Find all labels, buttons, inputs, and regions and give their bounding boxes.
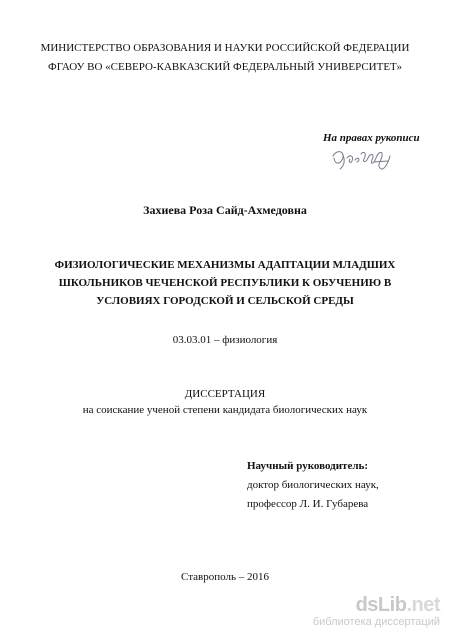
- degree-purpose: на соискание ученой степени кандидата биологических наук: [82, 404, 368, 416]
- title-line-2: ШКОЛЬНИКОВ ЧЕЧЕНСКОЙ РЕСПУБЛИКИ К ОБУЧЕНИЮ В: [58, 277, 392, 289]
- dslib-watermark: [313, 594, 440, 629]
- manuscript-rights-label: На правах рукописи: [323, 132, 420, 144]
- city-year: Ставрополь – 2016: [181, 571, 269, 583]
- title-line-3: УСЛОВИЯХ ГОРОДСКОЙ И СЕЛЬСКОЙ СРЕДЫ: [96, 295, 354, 307]
- supervisor-name: профессор Л. И. Губарева: [247, 498, 369, 510]
- specialty-code: 03.03.01 – физиология: [172, 334, 278, 346]
- supervisor-label: Научный руководитель:: [247, 460, 368, 472]
- dissertation-heading: ДИССЕРТАЦИЯ: [184, 388, 266, 400]
- watermark-logo-part2: .net: [406, 594, 440, 616]
- watermark-subtitle: библиотека диссертаций: [312, 616, 440, 628]
- supervisor-degree: доктор биологических наук,: [247, 479, 379, 491]
- university-heading: ФГАОУ ВО «СЕВЕРО-КАВКАЗСКИЙ ФЕДЕРАЛЬНЫЙ УНИВЕРСИТЕТ»: [48, 61, 402, 73]
- watermark-logo: [313, 594, 440, 616]
- ministry-heading: МИНИСТЕРСТВО ОБРАЗОВАНИЯ И НАУКИ РОССИЙСКОЙ ФЕДЕРАЦИИ: [40, 42, 410, 54]
- title-line-1: ФИЗИОЛОГИЧЕСКИЕ МЕХАНИЗМЫ АДАПТАЦИИ МЛАДШИХ: [54, 259, 396, 271]
- author-name: Захиева Роза Сайд-Ахмедовна: [143, 203, 307, 217]
- handwritten-signature: [330, 144, 392, 174]
- watermark-logo-part1: dsLib: [355, 594, 407, 616]
